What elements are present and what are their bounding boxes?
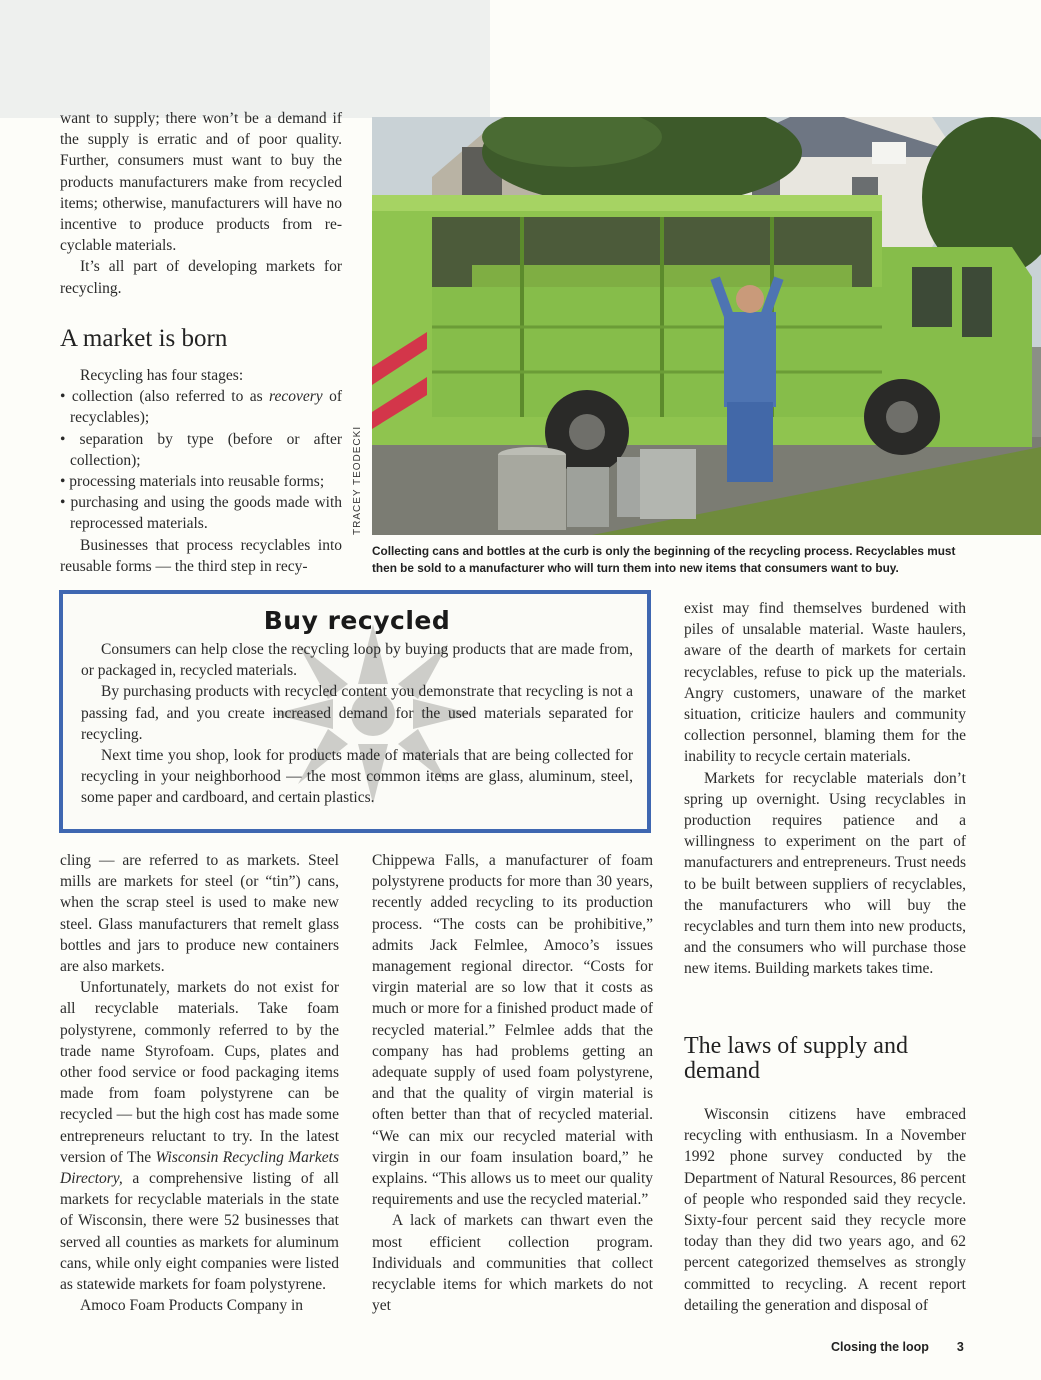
recycling-truck-photo (372, 117, 1041, 535)
buy-recycled-sidebar (59, 590, 651, 833)
page-footer (831, 1340, 964, 1354)
column-3-text-bottom (684, 1104, 966, 1316)
column-2-text (372, 850, 653, 1316)
sidebar-title: Buy recycled (263, 606, 451, 635)
paragraph: Markets for recyclable materials don’t spring up overnight. Using recyclables in production requires patience and a willingness to experiment on the part of manufacturers and entrepreneurs. Trust needs to be built between suppliers of recyclables, the manufacturers who will buy the recyclables and turn them into new products, and the consumers who will purchase those new items. Building markets takes time. (684, 769, 966, 978)
paragraph: Recycling has four stages: (80, 367, 244, 384)
paragraph: cling — are referred to as markets. Steel mills are markets for steel (or “tin”) cans, when the scrap steel is used to make new steel. Glass manufacturers that remelt glass bottles and jars to produce new containers are also markets. (60, 852, 339, 976)
paragraph: exist may find themselves burdened with piles of unsalable material. Waste haulers, aware of the dearth of markets for certain recyclables, refuse to pick up the materials. Angry customers, unaware of the market situation, criticize haulers and community collection personnel, blaming them for the inability to recycle certain materials. (684, 600, 966, 766)
paragraph: It’s all part of developing markets for recycling. (60, 258, 342, 297)
top-left-background (0, 0, 490, 118)
left-top-text (60, 108, 342, 299)
list-item: • collection (also referred to as recovery of recyclables); (60, 388, 342, 427)
section-heading: A market is born (60, 325, 228, 352)
footer-title: Closing the loop (831, 1340, 929, 1354)
column-1-text (60, 850, 339, 1316)
paragraph: A lack of markets can thwart even the most efficient collection program. Individuals and communities that collect recyclable items for which markets do not yet (372, 1212, 653, 1315)
paragraph: Businesses that process recyclables into reusable forms — the third step in recy- (60, 536, 342, 575)
paragraph: Chippewa Falls, a manufacturer of foam polystyrene products for more than 30 years, recently added recycling to its production process. “The costs can be prohibitive,” admits Jack Felmlee, Amoco’s issues management regional director. “Costs for virgin material are so low that it costs as much or more for a finished product made of recycled material.” Felmlee adds that the company has had problems getting an adequate supply of used foam polystyrene, and that the quality of virgin material is often better than that of recycled material. “We can mix our recycled material with virgin in our foam insulation board,” he explains. “This allows us to meet our quality requirements and use the recycled material.” (372, 852, 653, 1209)
list-item: • separation by type (before or after collection); (60, 430, 342, 469)
column-3-text (684, 598, 966, 980)
paragraph: Amoco Foam Products Company in (80, 1297, 304, 1315)
paragraph: Next time you shop, look for products made of materials that are being collected for recycling in your neighborhood — the most common items are glass, aluminum, steel, some paper and cardboard, and certain plastics. (81, 747, 633, 807)
paragraph: Wisconsin citizens have embraced recycling with enthusiasm. In a November 1992 phone survey conducted by the Department of Natural Resources, 86 percent of people who responded said they recycle. Sixty-four percent said they recycle more today than they did two years ago, and 62 percent categorized themselves as strongly committed to recycling. A recent report detailing the generation and disposal of (684, 1106, 966, 1314)
photo-caption: Collecting cans and bottles at the curb is only the beginning of the recycling process. Recyclables must then be sold to a manufacturer who will turn them into new items that consumers want to buy. (372, 544, 956, 575)
page-number: 3 (956, 1340, 964, 1354)
list-item: • purchasing and using the goods made with reprocessed materials. (60, 494, 342, 533)
paragraph: Consumers can help close the recycling loop by buying products that are made from, or packaged in, recycled materials. (81, 641, 633, 680)
paragraph: want to supply; there won’t be a demand if the supply is erratic and of poor quality. Further, consumers must want to buy the products manufacturers make from recycled items; otherwise, manufacturers will have no incentive to produce products from re-cyclable materials. (60, 110, 342, 255)
paragraph: By purchasing products with recycled content you demonstrate that recycling is not a passing fad, and you create increased demand for the used materials separated for recycling. (81, 683, 633, 743)
paragraph: Unfortunately, markets do not exist for all recyclable materials. Take foam polystyrene, commonly referred to by the trade name Styrofoam. Cups, plates and other food service or food packaging items made from foam polystyrene can be recycled — but the high cost has made some entrepreneurs reluctant to try. In the latest version of The Wisconsin Recycling Markets Directory, a comprehensive listing of all markets for recyclable materials in the state of Wisconsin, there were 52 businesses that served all counties as markets for aluminum cans, while only eight companies were listed as statewide markets for foam polystyrene. (60, 979, 339, 1294)
section-heading: The laws of supply and demand (684, 1033, 908, 1084)
stages-list (60, 365, 342, 577)
photo-credit: TRACEY TEODECKI (352, 425, 363, 535)
list-item: • processing materials into reusable forms; (60, 473, 325, 491)
